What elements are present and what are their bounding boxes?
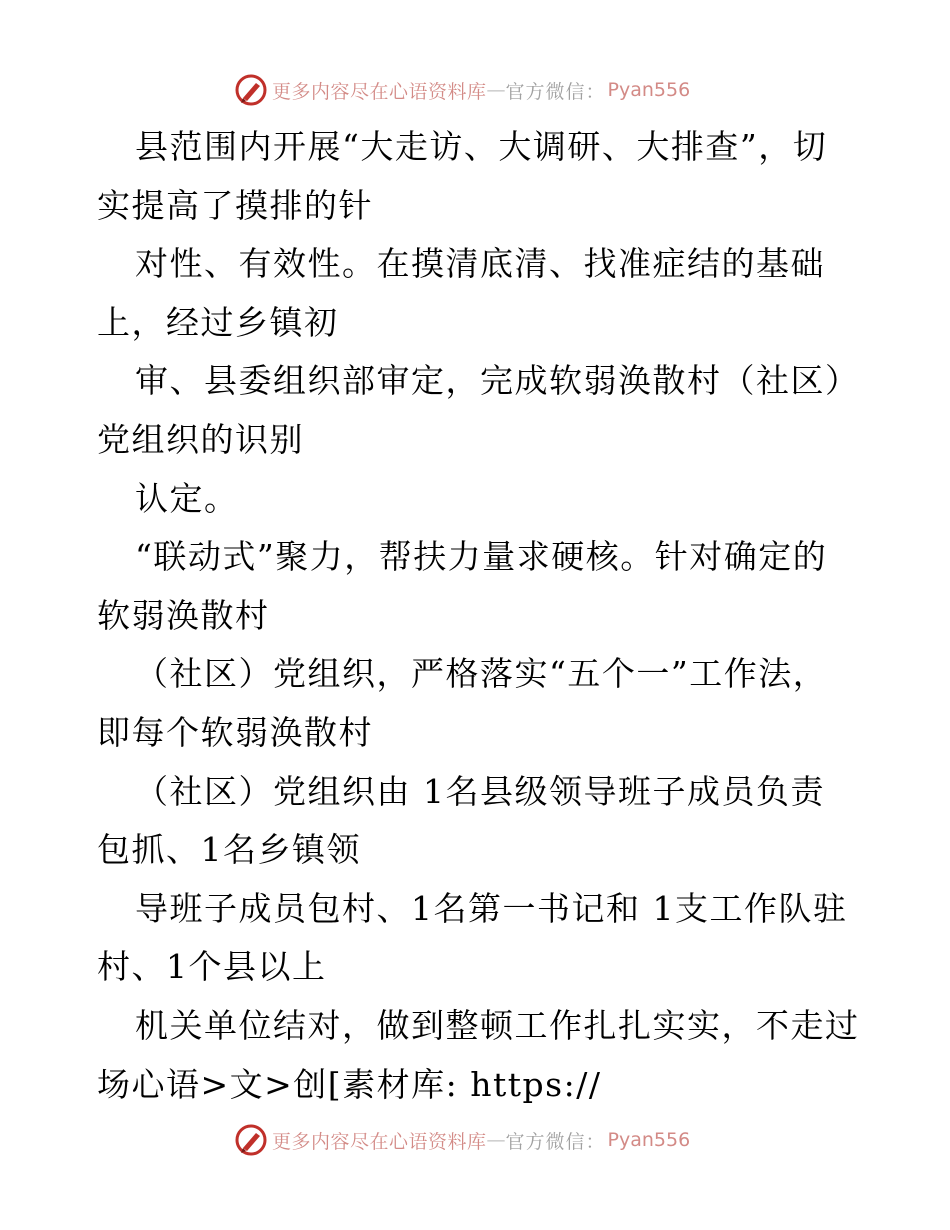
watermark-separator: — <box>486 1129 506 1151</box>
text-line: 软弱涣散村 <box>97 595 270 635</box>
footer-watermark <box>234 1122 754 1158</box>
text-line: 实提高了摸排的针 <box>97 185 373 225</box>
text-line-pair <box>97 763 857 880</box>
document-body <box>97 118 860 1114</box>
text-line: 机关单位结对，做到整顿工作扎扎实实，不走过 <box>135 1005 860 1045</box>
text-line: “联动式”聚力，帮扶力量求硬核。针对确定的 <box>135 537 828 577</box>
text-line: 即每个软弱涣散村 <box>97 712 373 752</box>
text-line-pair <box>97 880 857 997</box>
text-line: 村、1个县以上 <box>97 947 327 987</box>
watermark-suffix: 官方微信： <box>505 80 606 103</box>
text-line: （社区）党组织由 1名县级领导班子成员负责 <box>135 771 825 811</box>
text-line-pair <box>97 997 860 1114</box>
text-line: （社区）党组织，严格落实“五个一”工作法， <box>135 654 828 694</box>
text-line-single <box>97 470 857 529</box>
text-line: 县范围内开展“大走访、大调研、大排查”，切 <box>135 127 828 166</box>
watermark-main-text: 更多内容尽在心语资料库 <box>272 80 487 103</box>
text-line: 审、县委组织部审定，完成软弱涣散村（社区） <box>135 361 860 401</box>
text-line-pair <box>97 235 857 352</box>
watermark-wechat-id: Pyan556 <box>607 79 691 101</box>
text-line: 上，经过乡镇初 <box>97 302 339 342</box>
pen-logo-icon <box>234 1123 268 1157</box>
text-line: 对性、有效性。在摸清底清、找准症结的基础 <box>135 244 825 284</box>
text-line: 党组织的识别 <box>97 419 304 459</box>
text-line-pair <box>97 352 860 469</box>
text-line-pair <box>97 645 857 762</box>
header-watermark <box>234 72 754 108</box>
text-line: 包抓、1名乡镇领 <box>97 830 361 870</box>
watermark-wechat-id: Pyan556 <box>607 1129 691 1151</box>
watermark-suffix: 官方微信： <box>505 1130 606 1153</box>
watermark-separator: — <box>486 79 506 101</box>
text-line-pair <box>97 528 857 645</box>
text-line-pair <box>97 118 857 235</box>
watermark-main-text: 更多内容尽在心语资料库 <box>272 1130 487 1153</box>
text-line: 场心语>文>创[素材库: https:// <box>97 1064 602 1104</box>
text-line: 认定。 <box>135 478 239 518</box>
text-line: 导班子成员包村、1名第一书记和 1支工作队驻 <box>135 888 848 928</box>
pen-logo-icon <box>234 73 268 107</box>
